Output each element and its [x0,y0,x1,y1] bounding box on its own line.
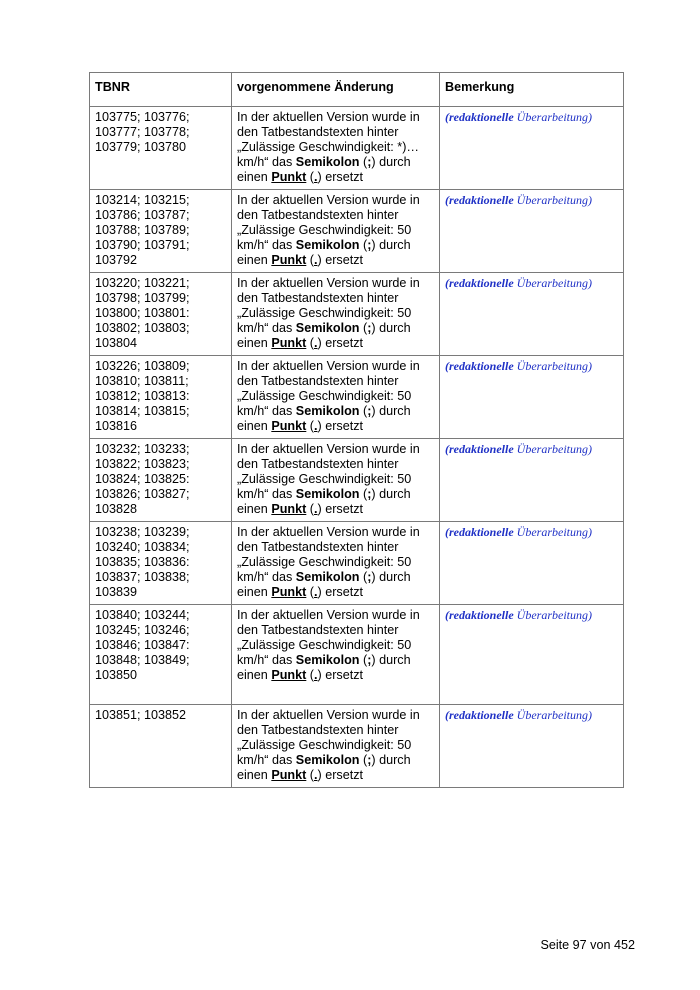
change-cell: In der aktuellen Version wurde in den Tatbestandstexten hinter „Zulässige Geschwindigkeit: 50 km/h“ das Semikolon (;) durch einen Punkt (.) ersetzt [232,605,440,705]
change-cell: In der aktuellen Version wurde in den Tatbestandstexten hinter „Zulässige Geschwindigkeit: 50 km/h“ das Semikolon (;) durch einen Punkt (.) ersetzt [232,273,440,356]
table-row [90,107,624,190]
table-row [90,356,624,439]
remark-cell: (redaktionelle Überarbeitung) [440,273,624,356]
remark-cell: (redaktionelle Überarbeitung) [440,705,624,788]
tbnr-cell: 103775; 103776; 103777; 103778; 103779; 103780 [90,107,232,190]
table-row [90,522,624,605]
table-row [90,705,624,788]
tbnr-cell: 103851; 103852 [90,705,232,788]
remark-cell: (redaktionelle Überarbeitung) [440,190,624,273]
change-cell: In der aktuellen Version wurde in den Tatbestandstexten hinter „Zulässige Geschwindigkeit: 50 km/h“ das Semikolon (;) durch einen Punkt (.) ersetzt [232,190,440,273]
tbnr-cell: 103238; 103239; 103240; 103834; 103835; 103836: 103837; 103838; 103839 [90,522,232,605]
tbnr-cell: 103232; 103233; 103822; 103823; 103824; 103825: 103826; 103827; 103828 [90,439,232,522]
table-row [90,273,624,356]
changes-table [89,72,624,788]
change-cell: In der aktuellen Version wurde in den Tatbestandstexten hinter „Zulässige Geschwindigkeit: 50 km/h“ das Semikolon (;) durch einen Punkt (.) ersetzt [232,522,440,605]
table-row [90,439,624,522]
table-row [90,190,624,273]
table-row [90,605,624,705]
tbnr-cell: 103226; 103809; 103810; 103811; 103812; 103813: 103814; 103815; 103816 [90,356,232,439]
page-number: Seite 97 von 452 [540,938,635,952]
remark-cell: (redaktionelle Überarbeitung) [440,107,624,190]
remark-cell: (redaktionelle Überarbeitung) [440,522,624,605]
change-cell: In der aktuellen Version wurde in den Tatbestandstexten hinter „Zulässige Geschwindigkeit: 50 km/h“ das Semikolon (;) durch einen Punkt (.) ersetzt [232,356,440,439]
header-change: vorgenommene Änderung [232,73,440,107]
change-cell: In der aktuellen Version wurde in den Tatbestandstexten hinter „Zulässige Geschwindigkeit: 50 km/h“ das Semikolon (;) durch einen Punkt (.) ersetzt [232,439,440,522]
table-header-row [90,73,624,107]
change-cell: In der aktuellen Version wurde in den Tatbestandstexten hinter „Zulässige Geschwindigkeit: *)… km/h“ das Semikolon (;) durch einen Punkt (.) ersetzt [232,107,440,190]
tbnr-cell: 103214; 103215; 103786; 103787; 103788; 103789; 103790; 103791; 103792 [90,190,232,273]
remark-cell: (redaktionelle Überarbeitung) [440,605,624,705]
header-tbnr: TBNR [90,73,232,107]
tbnr-cell: 103840; 103244; 103245; 103246; 103846; 103847: 103848; 103849; 103850 [90,605,232,705]
remark-cell: (redaktionelle Überarbeitung) [440,439,624,522]
tbnr-cell: 103220; 103221; 103798; 103799; 103800; 103801: 103802; 103803; 103804 [90,273,232,356]
remark-cell: (redaktionelle Überarbeitung) [440,356,624,439]
header-remark: Bemerkung [440,73,624,107]
change-cell: In der aktuellen Version wurde in den Tatbestandstexten hinter „Zulässige Geschwindigkeit: 50 km/h“ das Semikolon (;) durch einen Punkt (.) ersetzt [232,705,440,788]
